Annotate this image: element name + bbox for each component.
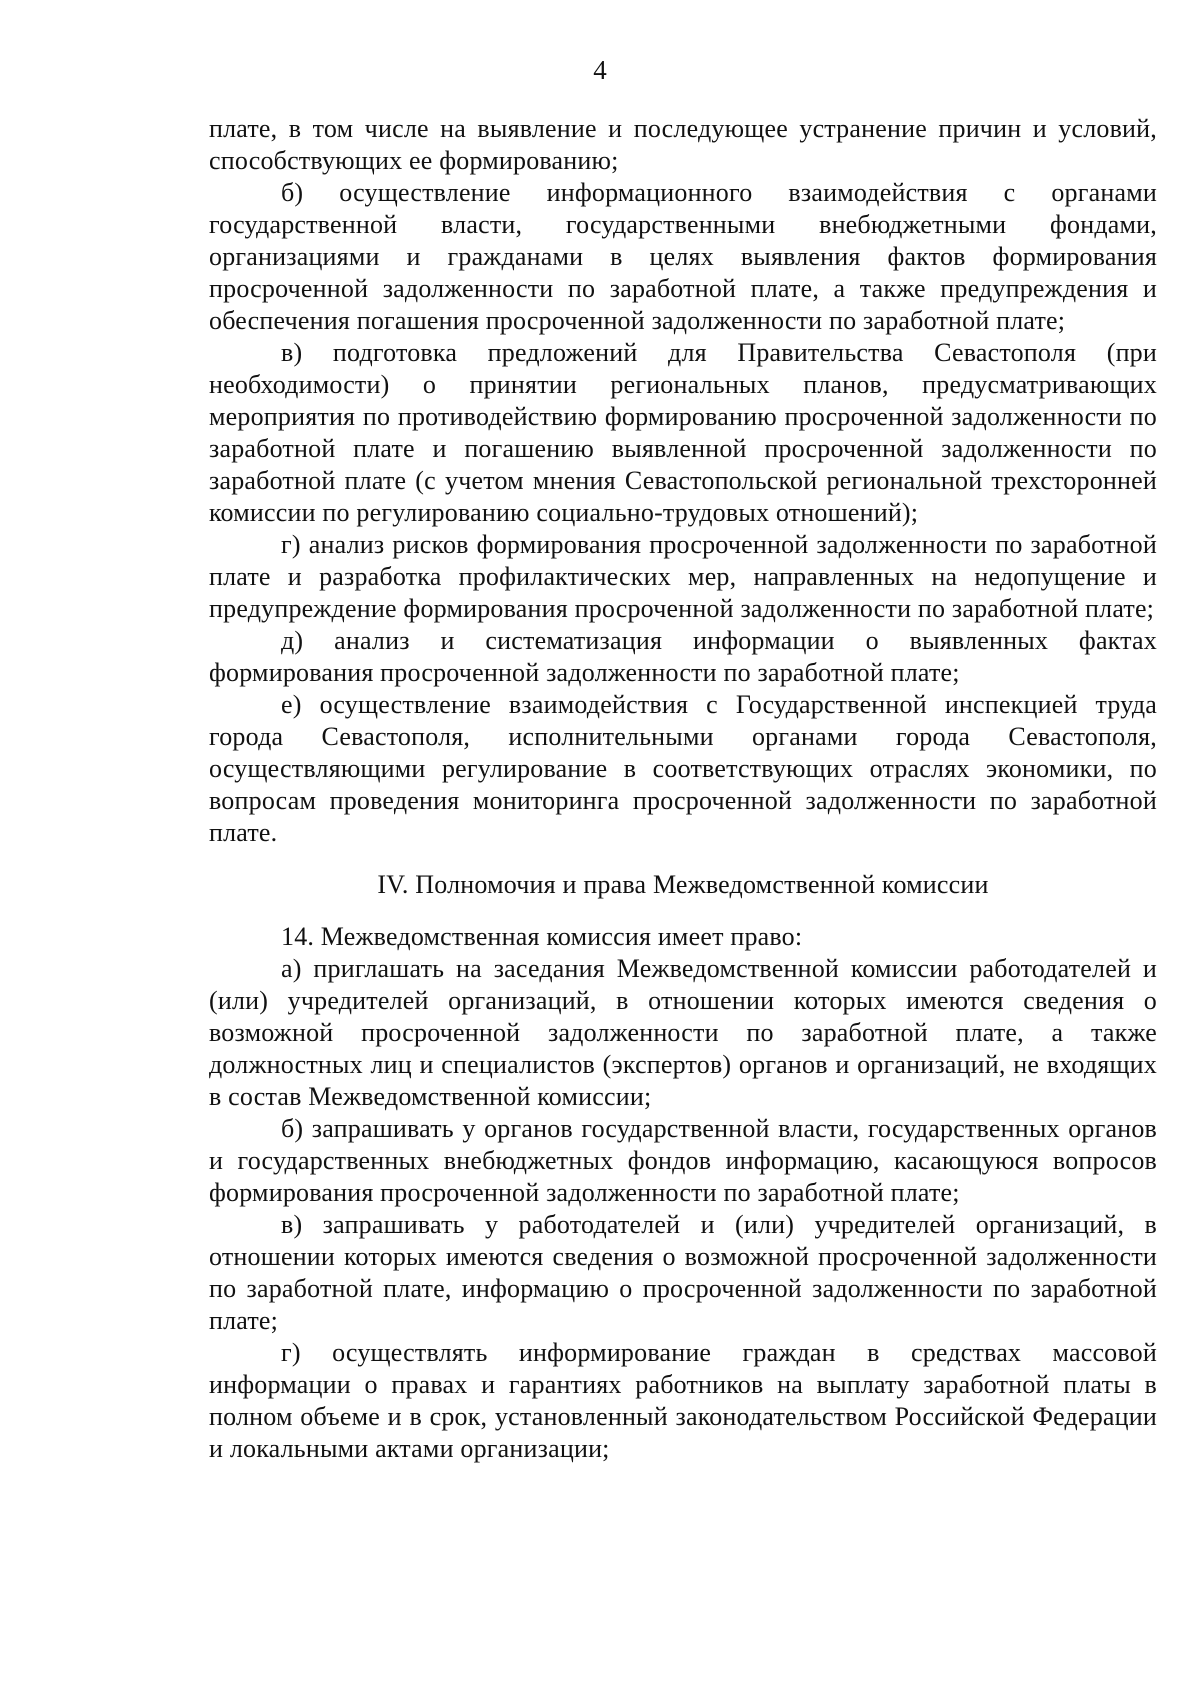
document-body xyxy=(209,113,1157,1465)
paragraph-item-g: г) анализ рисков формирования просроченной задолженности по заработной плате и разработка профилактических мер, направленных на недопущение и предупреждение формирования просроченной задолженности по заработной плате; xyxy=(209,530,1157,623)
paragraph-continuation: плате, в том числе на выявление и последующее устранение причин и условий, способствующих ее формированию; xyxy=(209,114,1157,175)
clause-14: 14. Межведомственная комиссия имеет право: xyxy=(281,922,803,951)
clause-14-item-g: г) осуществлять информирование граждан в средствах массовой информации о правах и гарантиях работников на выплату заработной платы в полном объеме и в срок, установленный законодательством Российской Федерации и локальными актами организации; xyxy=(209,1338,1157,1463)
paragraph-item-b: б) осуществление информационного взаимодействия с органами государственной власти, государственными внебюджетными фондами, организациями и гражданами в целях выявления фактов формирования просроченной задолженности по заработной плате, а также предупреждения и обеспечения погашения просроченной задолженности по заработной плате; xyxy=(209,178,1157,335)
clause-14-item-a: а) приглашать на заседания Межведомственной комиссии работодателей и (или) учредителей организаций, в отношении которых имеются сведения о возможной просроченной задолженности по заработной плате, а также должностных лиц и специалистов (экспертов) органов и организаций, не входящих в состав Межведомственной комиссии; xyxy=(209,954,1157,1111)
paragraph-item-e: е) осуществление взаимодействия с Государственной инспекцией труда города Севастополя, исполнительными органами города Севастополя, осуществляющими регулирование в соответствующих отраслях экономики, по вопросам проведения мониторинга просроченной задолженности по заработной плате. xyxy=(209,690,1157,847)
page-number: 4 xyxy=(593,55,607,85)
paragraph-item-v: в) подготовка предложений для Правительства Севастополя (при необходимости) о принятии региональных планов, предусматривающих мероприятия по противодействию формированию просроченной задолженности по заработной плате и погашению выявленной просроченной задолженности по заработной плате (с учетом мнения Севастопольской региональной трехсторонней комиссии по регулированию социально-трудовых отношений); xyxy=(209,338,1157,527)
clause-14-item-b: б) запрашивать у органов государственной власти, государственных органов и государственных внебюджетных фондов информацию, касающуюся вопросов формирования просроченной задолженности по заработной плате; xyxy=(209,1114,1157,1207)
section-heading: IV. Полномочия и права Межведомственной комиссии xyxy=(377,870,989,899)
paragraph-item-d: д) анализ и систематизация информации о выявленных фактах формирования просроченной задолженности по заработной плате; xyxy=(209,626,1157,687)
clause-14-item-v: в) запрашивать у работодателей и (или) учредителей организаций, в отношении которых имеются сведения о возможной просроченной задолженности по заработной плате, информацию о просроченной задолженности по заработной плате; xyxy=(209,1210,1157,1335)
